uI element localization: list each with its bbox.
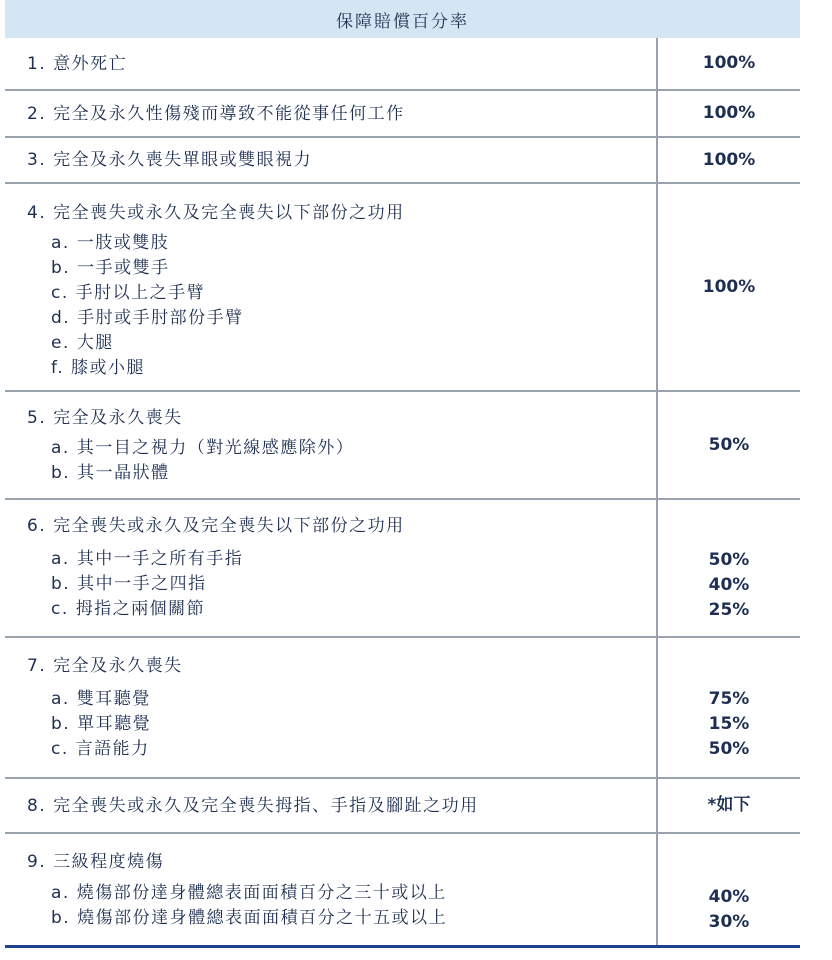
row-sub-item: a. 其中一手之所有手指 (51, 549, 244, 569)
row-description (5, 500, 658, 636)
row-sub-item: b. 其中一手之四指 (51, 574, 207, 594)
row-sub-item: a. 燒傷部份達身體總表面面積百分之三十或以上 (51, 883, 447, 903)
percentage-value: 50% (708, 550, 750, 570)
row-sub-item: a. 雙耳聽覺 (51, 689, 151, 709)
row-sub-item: b. 單耳聽覺 (51, 714, 152, 734)
percentage-value: 40% (708, 887, 750, 907)
row-percentage (658, 184, 800, 390)
row-description (5, 91, 658, 136)
row-sub-item: b. 燒傷部份達身體總表面面積百分之十五或以上 (51, 908, 448, 928)
percentage-value: *如下 (707, 795, 751, 815)
row-sub-item: d. 手肘或手肘部份手臂 (51, 308, 244, 328)
percentage-value: 50% (708, 434, 750, 455)
row-description (5, 392, 658, 498)
row-description (5, 38, 658, 89)
row-title: 1. 意外死亡 (27, 53, 128, 74)
row-sub-item: a. 其一目之視力（對光線感應除外） (51, 438, 355, 458)
row-sub-item: c. 拇指之兩個關節 (51, 599, 206, 619)
table-row-9 (5, 834, 800, 948)
row-title: 9. 三級程度燒傷 (27, 852, 165, 872)
table-row-7 (5, 638, 800, 779)
percentage-value: 100% (702, 103, 756, 123)
percentage-value: 75% (708, 689, 750, 709)
percentage-value: 50% (708, 739, 750, 759)
row-percentage (658, 834, 800, 945)
row-percentage (658, 138, 800, 182)
row-percentage (658, 500, 800, 636)
row-title: 8. 完全喪失或永久及完全喪失拇指、手指及腳趾之功用 (27, 795, 479, 816)
table-row-6 (5, 500, 800, 638)
row-sub-item: b. 其一晶狀體 (51, 463, 170, 483)
compensation-table (5, 0, 800, 948)
row-sub-item: a. 一肢或雙肢 (51, 233, 170, 253)
row-sub-item: f. 膝或小腿 (51, 358, 146, 378)
row-percentage (658, 38, 800, 89)
row-title: 7. 完全及永久喪失 (27, 656, 183, 676)
row-percentage (658, 392, 800, 498)
table-row-8 (5, 779, 800, 834)
row-sub-item: e. 大腿 (51, 333, 114, 353)
row-description (5, 834, 658, 945)
percentage-value: 30% (708, 912, 750, 932)
row-sub-item: b. 一手或雙手 (51, 258, 170, 278)
percentage-value: 40% (708, 575, 750, 595)
row-description (5, 138, 658, 182)
row-title: 4. 完全喪失或永久及完全喪失以下部份之功用 (27, 203, 405, 223)
row-title: 2. 完全及永久性傷殘而導致不能從事任何工作 (27, 103, 405, 124)
percentage-value: 15% (708, 714, 750, 734)
table-row-4 (5, 184, 800, 392)
row-title: 5. 完全及永久喪失 (27, 408, 183, 428)
table-header: 保障賠償百分率 (5, 0, 800, 38)
row-description (5, 638, 658, 777)
row-title: 3. 完全及永久喪失單眼或雙眼視力 (27, 150, 313, 170)
percentage-value: 100% (702, 149, 756, 170)
row-percentage (658, 91, 800, 136)
row-description (5, 779, 658, 832)
row-percentage (658, 779, 800, 832)
percentage-value: 100% (702, 53, 756, 73)
row-sub-item: c. 手肘以上之手臂 (51, 283, 206, 303)
percentage-value: 25% (708, 600, 750, 620)
table-row-3 (5, 138, 800, 184)
table-row-1 (5, 38, 800, 91)
row-percentage (658, 638, 800, 777)
table-row-5 (5, 392, 800, 500)
row-description (5, 184, 658, 390)
row-sub-item: c. 言語能力 (51, 739, 150, 759)
percentage-value: 100% (702, 276, 756, 297)
table-row-2 (5, 91, 800, 138)
row-title: 6. 完全喪失或永久及完全喪失以下部份之功用 (27, 516, 405, 536)
